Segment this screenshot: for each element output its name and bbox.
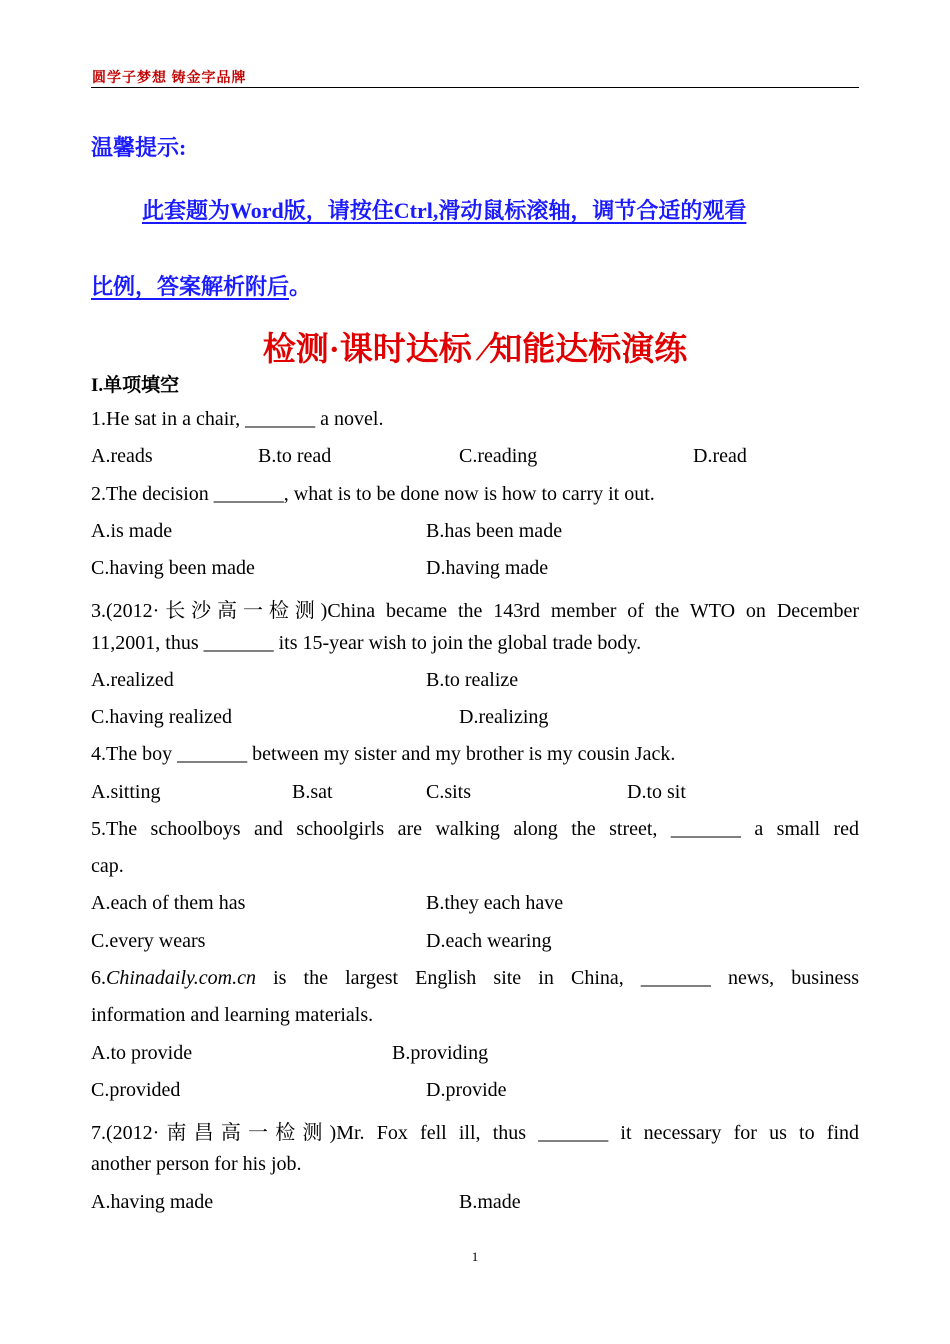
q2-option-d: D.having made [426,557,549,579]
q6-option-a: A.to provide [91,1042,193,1064]
q3-option-a: A.realized [91,669,174,691]
q5-option-b: B.they each have [426,892,564,914]
tip-line-1: 此套题为Word版，请按住Ctrl,滑动鼠标滚轴，调节合适的观看 [142,198,747,223]
q2-stem: 2.The decision _______, what is to be done now is how to carry it out. [91,483,655,505]
q3-option-d: D.realizing [459,706,549,728]
q6-stem-rest: is the largest English site in China, _______ news, business [255,967,859,989]
q6-site-name: Chinadaily.com.cn [106,967,256,989]
q2-option-a: A.is made [91,520,173,542]
header-divider [91,87,859,88]
q1-option-d: D.read [693,445,747,467]
tip-line-2-period: 。 [289,274,312,299]
title-slash: / [475,332,495,368]
q6-number: 6. [91,967,106,989]
q5-stem-2: cap. [91,855,124,877]
tip-line-2-text: 比例，答案解析附后 [91,274,290,299]
header-slogan: 圆学子梦想 铸金字品牌 [92,71,247,86]
q3-option-b: B.to realize [426,669,519,691]
q7-option-b: B.made [459,1191,521,1213]
q5-stem-1: 5.The schoolboys and schoolgirls are walking along the street, _______ a small red [91,818,859,840]
q1-stem: 1.He sat in a chair, _______ a novel. [91,408,384,430]
q4-option-d: D.to sit [627,781,686,803]
q4-stem: 4.The boy _______ between my sister and my brother is my cousin Jack. [91,743,676,765]
q3-stem-1: 3.(2012·长沙高一检测)China became the 143rd member of the WTO on December [91,600,859,622]
q5-option-c: C.every wears [91,930,206,952]
tip-line-2 [91,270,311,301]
q3-option-c: C.having realized [91,706,233,728]
page-number: 1 [471,1249,479,1264]
q1-option-b: B.to read [258,445,332,467]
q3-stem-2: 11,2001, thus _______ its 15-year wish to join the global trade body. [91,632,642,654]
section-roman: I. [91,375,104,396]
tip-title: 温馨提示: [91,135,187,160]
q5-option-d: D.each wearing [426,930,552,952]
q6-stem-2: information and learning materials. [91,1004,374,1026]
q7-stem-2: another person for his job. [91,1153,302,1175]
q6-stem-1 [91,967,859,990]
title-left: 检测·课时达标 [262,332,472,368]
q6-option-b: B.providing [392,1042,489,1064]
q6-option-d: D.provide [426,1079,507,1101]
q5-option-a: A.each of them has [91,892,246,914]
q7-option-a: A.having made [91,1191,214,1213]
q1-option-c: C.reading [459,445,538,467]
q7-stem-1: 7.(2012·南昌高一检测)Mr. Fox fell ill, thus _______ it necessary for us to find [91,1122,859,1144]
section-heading [91,370,179,397]
q2-option-c: C.having been made [91,557,255,579]
q4-option-b: B.sat [292,781,333,803]
page-title [0,323,950,370]
q4-option-a: A.sitting [91,781,161,803]
q2-option-b: B.has been made [426,520,563,542]
q1-option-a: A.reads [91,445,153,467]
q6-option-c: C.provided [91,1079,181,1101]
section-label: 单项填空 [103,375,180,396]
title-right: 知能达标演练 [489,332,688,368]
q4-option-c: C.sits [426,781,472,803]
